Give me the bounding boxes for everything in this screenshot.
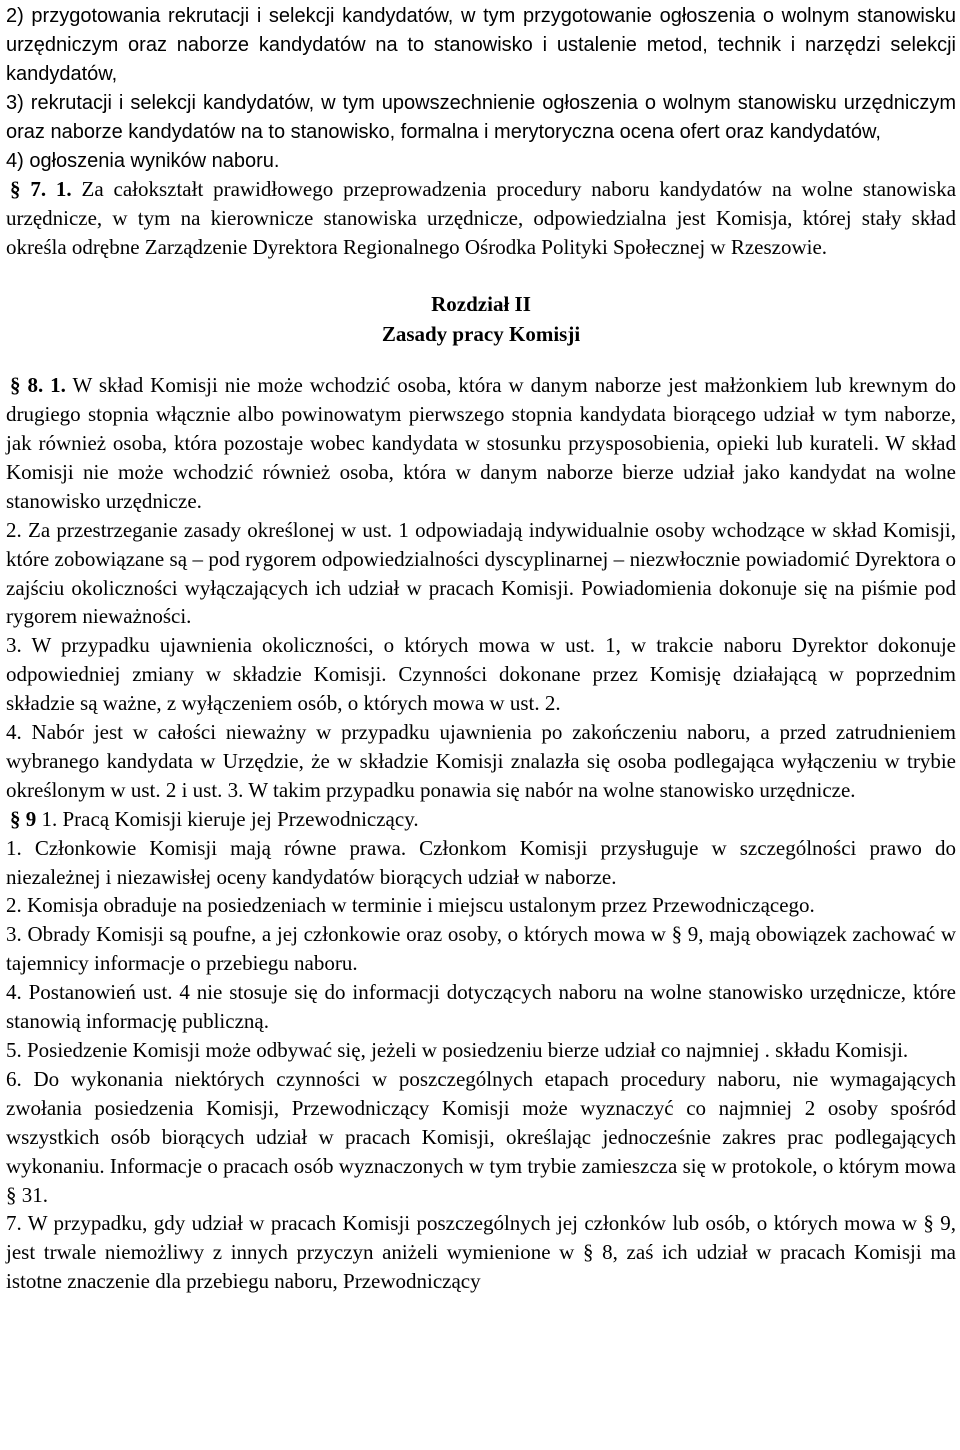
section-7 [6, 175, 956, 262]
section-9-paragraph-3: 3. Obrady Komisji są poufne, a jej członkowie oraz osoby, o których mowa w § 9, mają obowiązek zachować w tajemnicy informacje o przebiegu naboru. [6, 922, 956, 976]
section-8-paragraph-4: 4. Nabór jest w całości nieważny w przypadku ujawnienia po zakończeniu naboru, a przed zatrudnieniem wybranego kandydata w Urzędzie, że w składzie Komisji znalazła się osoba podlegająca wyłączeniu w trybie określonym w ust. 2 i ust. 3. W takim przypadku ponawia się nabór na wolne stanowisko urzędnicze. [6, 720, 956, 802]
chapter-heading [6, 289, 956, 349]
section-8-marker: § 8. 1. [10, 373, 66, 398]
section-8-body: W skład Komisji nie może wchodzić osoba, która w danym naborze jest małżonkiem lub krewnym do drugiego stopnia włącznie albo powinowatym pierwszego stopnia kandydata biorącego udział w tym naborze, jak również osoba, która pozostaje wobec kandydata w stosunku przysposobienia, opieki lub kurateli. W skład Komisji nie może wchodzić również osoba, która w danym naborze bierze udział jako kandydat na wolne stanowisko urzędnicze. [6, 373, 957, 513]
intro-list [6, 2, 956, 175]
section-7-marker: § 7. 1. [10, 177, 72, 202]
document-page [0, 2, 960, 1450]
section-8-paragraph-1 [6, 371, 956, 516]
list-item-3: 3) rekrutacji i selekcji kandydatów, w tym upowszechnienie ogłoszenia o wolnym stanowisku urzędniczym oraz naborze kandydatów na to stanowisko, formalna i merytoryczna ocena ofert oraz kandydatów, [6, 91, 956, 143]
section-9-intro [6, 805, 956, 834]
section-8-paragraph-2: 2. Za przestrzeganie zasady określonej w ust. 1 odpowiadają indywidualnie osoby wchodzące w skład Komisji, które zobowiązane są – pod rygorem odpowiedzialności dyscyplinarnej – niezwłocznie powiadomić Dyrektora o zajściu okoliczności wyłączających ich udział w pracach Komisji. Powiadomienia dokonuje się na piśmie pod rygorem nieważności. [6, 517, 956, 629]
section-9-paragraph-4: 4. Postanowień ust. 4 nie stosuje się do informacji dotyczących naboru na wolne stanowisko urzędnicze, które stanowią informację publiczną. [6, 980, 956, 1034]
section-8 [6, 371, 956, 805]
chapter-title: Zasady pracy Komisji [381, 322, 581, 347]
section-7-text [6, 175, 956, 262]
list-item-2: 2) przygotowania rekrutacji i selekcji kandydatów, w tym przygotowanie ogłoszenia o wolnym stanowisku urzędniczym oraz naborze kandydatów na to stanowisko i ustalenie metod, technik i narzędzi selekcji kandydatów, [6, 5, 956, 85]
section-8-paragraph-3: 3. W przypadku ujawnienia okoliczności, o których mowa w ust. 1, w trakcie naboru Dyrektor dokonuje odpowiedniej zmiany w składzie Komisji. Czynności dokonane przez Komisję działającą w poprzednim składzie są ważne, z wyłączeniem osób, o których mowa w ust. 2. [6, 633, 956, 716]
section-9-paragraph-6: 6. Do wykonania niektórych czynności w poszczególnych etapach procedury naboru, nie wymagających zwołania posiedzenia Komisji, Przewodniczący Komisji może wyznaczyć co najmniej 2 osoby spośród wszystkich osób biorących udział w pracach Komisji, określając jednocześnie zakres prac podlegających wykonaniu. Informacje o pracach osób wyznaczonych w tym trybie zamieszcza się w protokole, o którym mowa § 31. [6, 1066, 956, 1207]
list-item-4: 4) ogłoszenia wyników naboru. [6, 149, 280, 172]
section-9-paragraph-7: 7. W przypadku, gdy udział w pracach Komisji poszczególnych jej członków lub osób, o których mowa w § 9, jest trwale niemożliwy z innych przyczyn aniżeli wymienione w § 8, zaś ich udział w pracach Komisji ma istotne znaczenie dla przebiegu naboru, Przewodniczący [6, 1211, 956, 1294]
section-9 [6, 805, 956, 1296]
chapter-number: Rozdział II [431, 292, 531, 317]
section-9-marker: § 9 [10, 806, 37, 831]
section-9-paragraph-5: 5. Posiedzenie Komisji może odbywać się, jeżeli w posiedzeniu bierze udział co najmniej . składu Komisji. [6, 1038, 909, 1062]
section-7-body: Za całokształt prawidłowego przeprowadzenia procedury naboru kandydatów na wolne stanowiska urzędnicze, w tym na kierownicze stanowiska urzędnicze, odpowiedzialna jest Komisja, której stały skład określa odrębne Zarządzenie Dyrektora Regionalnego Ośrodka Polityki Społecznej w Rzeszowie. [6, 177, 957, 260]
section-9-paragraph-2: 2. Komisja obraduje na posiedzeniach w terminie i miejscu ustalonym przez Przewodniczącego. [6, 893, 815, 918]
section-9-intro-text: 1. Pracą Komisji kieruje jej Przewodniczący. [41, 806, 419, 831]
section-9-paragraph-1: 1. Członkowie Komisji mają równe prawa. Członkom Komisji przysługuje w szczególności prawo do niezależnej i niezawisłej oceny kandydatów biorących udział w naborze. [6, 835, 956, 889]
